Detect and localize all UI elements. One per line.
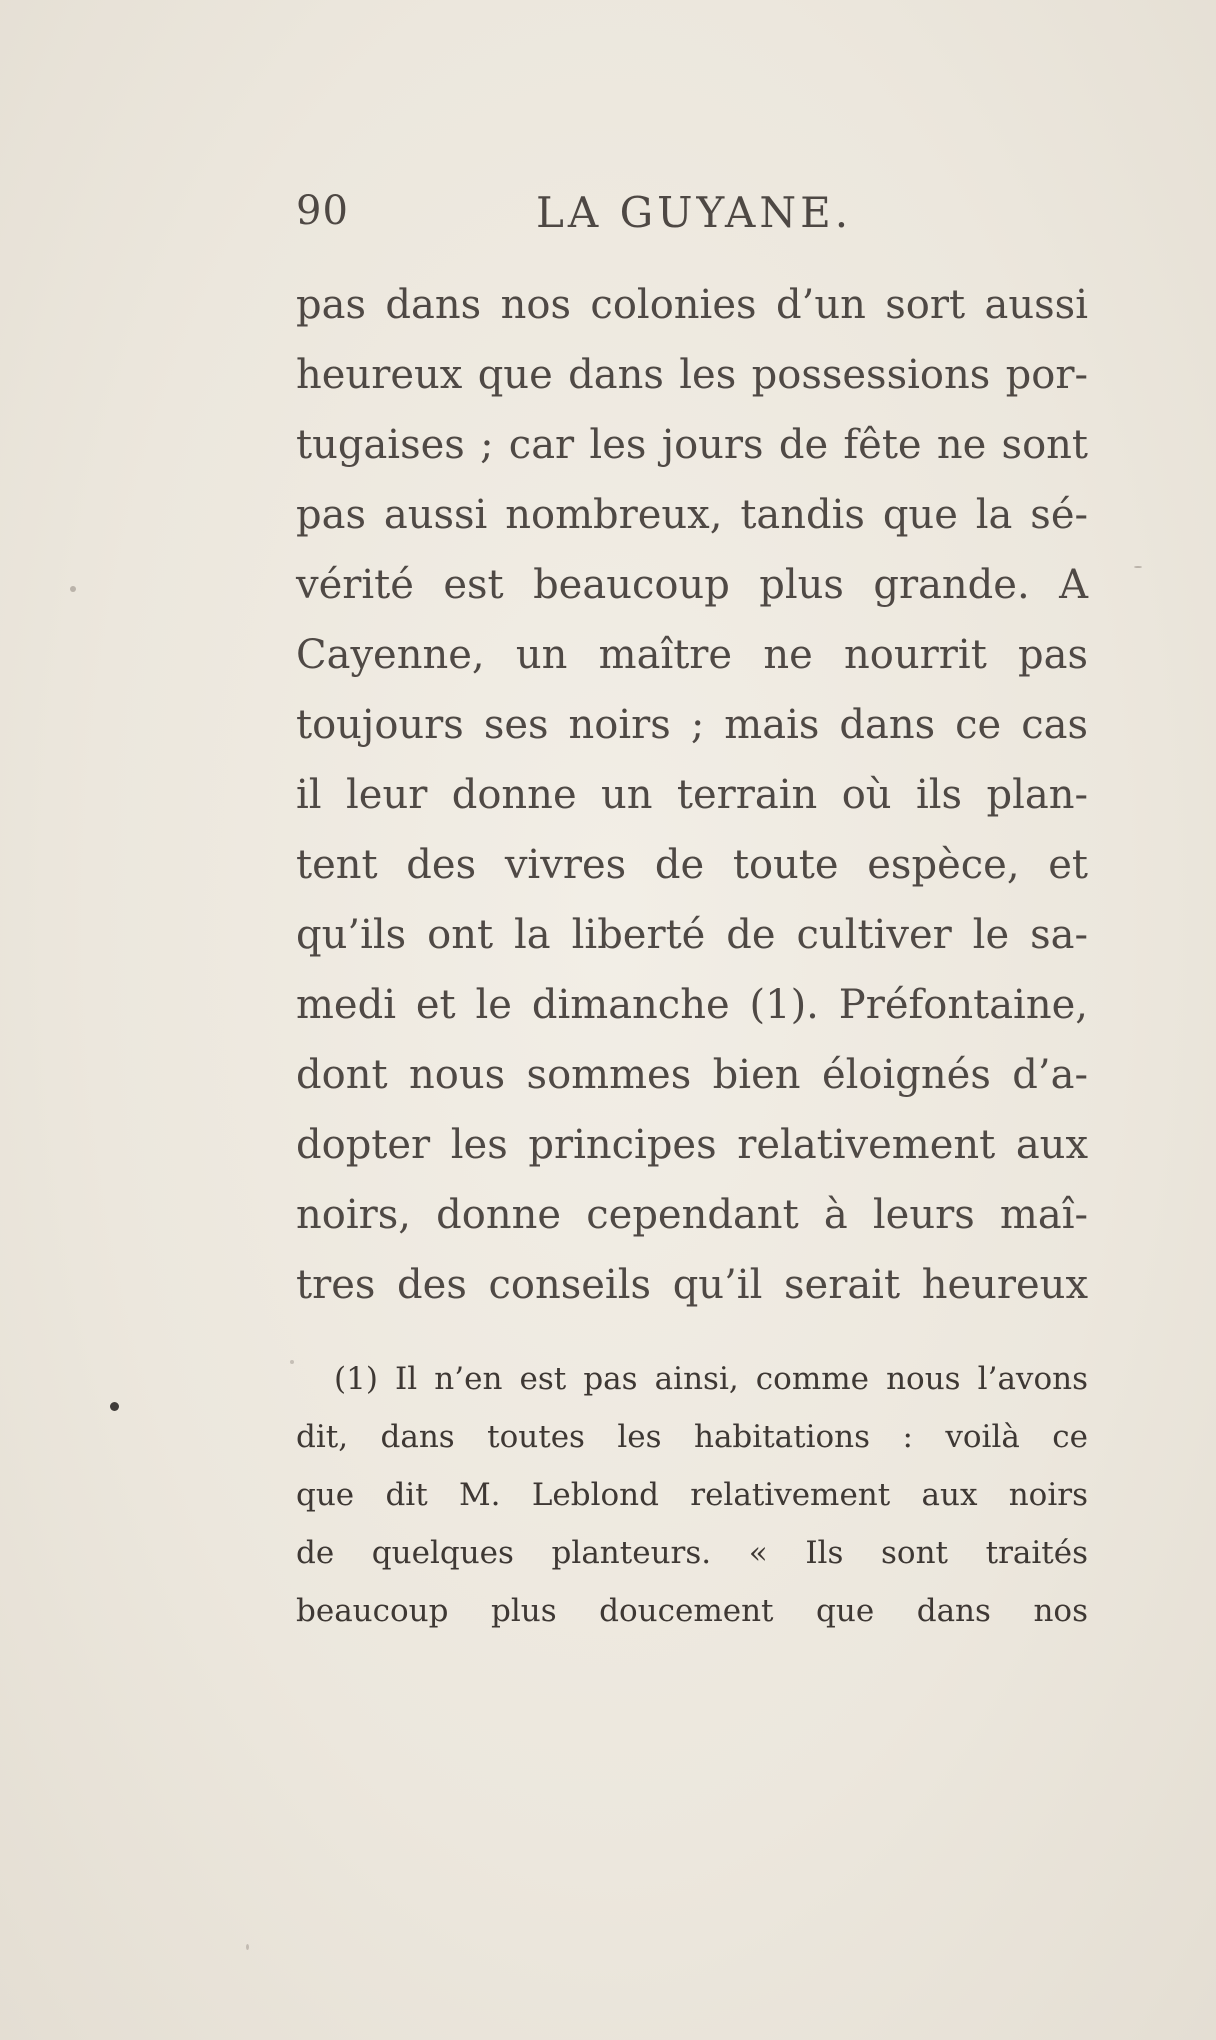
paper-speck <box>70 586 76 592</box>
text-line: il leur donne un terrain où ils plan- <box>296 772 1088 818</box>
text-line: Cayenne, un maître ne nourrit pas <box>296 632 1088 678</box>
text-line: noirs, donne cependant à leurs maî- <box>296 1192 1088 1238</box>
paper-speck <box>290 1360 294 1364</box>
text-line: vérité est beaucoup plus grande. A <box>296 562 1088 608</box>
text-line: heureux que dans les possessions por- <box>296 352 1088 398</box>
text-line: tugaises ; car les jours de fête ne sont <box>296 422 1088 468</box>
text-line: pas dans nos colonies d’un sort aussi <box>296 282 1088 328</box>
page-header <box>296 188 1096 248</box>
paper-speck <box>246 1944 249 1950</box>
page-number: 90 <box>296 188 349 234</box>
text-line: tres des conseils qu’il serait heureux <box>296 1262 1088 1308</box>
text-line: dont nous sommes bien éloignés d’a- <box>296 1052 1088 1098</box>
footnote-line: que dit M. Leblond relativement aux noirs <box>296 1477 1088 1513</box>
running-title: LA GUYANE. <box>536 188 853 237</box>
text-line: qu’ils ont la liberté de cultiver le sa- <box>296 912 1088 958</box>
footnote-line: (1) Il n’en est pas ainsi, comme nous l’avons <box>334 1361 1088 1397</box>
text-line: pas aussi nombreux, tandis que la sé- <box>296 492 1088 538</box>
paper-speck <box>110 1402 119 1411</box>
footnote <box>296 1350 1088 1640</box>
main-text <box>296 270 1088 1320</box>
text-line: toujours ses noirs ; mais dans ce cas <box>296 702 1088 748</box>
footnote-line: beaucoup plus doucement que dans nos <box>296 1593 1088 1629</box>
text-line: medi et le dimanche (1). Préfontaine, <box>296 982 1088 1028</box>
footnote-line: dit, dans toutes les habitations : voilà ce <box>296 1419 1088 1455</box>
text-line: tent des vivres de toute espèce, et <box>296 842 1088 888</box>
text-line: dopter les principes relativement aux <box>296 1122 1088 1168</box>
footnote-line: de quelques planteurs. « Ils sont traités <box>296 1535 1088 1571</box>
paper-speck <box>1134 566 1142 568</box>
